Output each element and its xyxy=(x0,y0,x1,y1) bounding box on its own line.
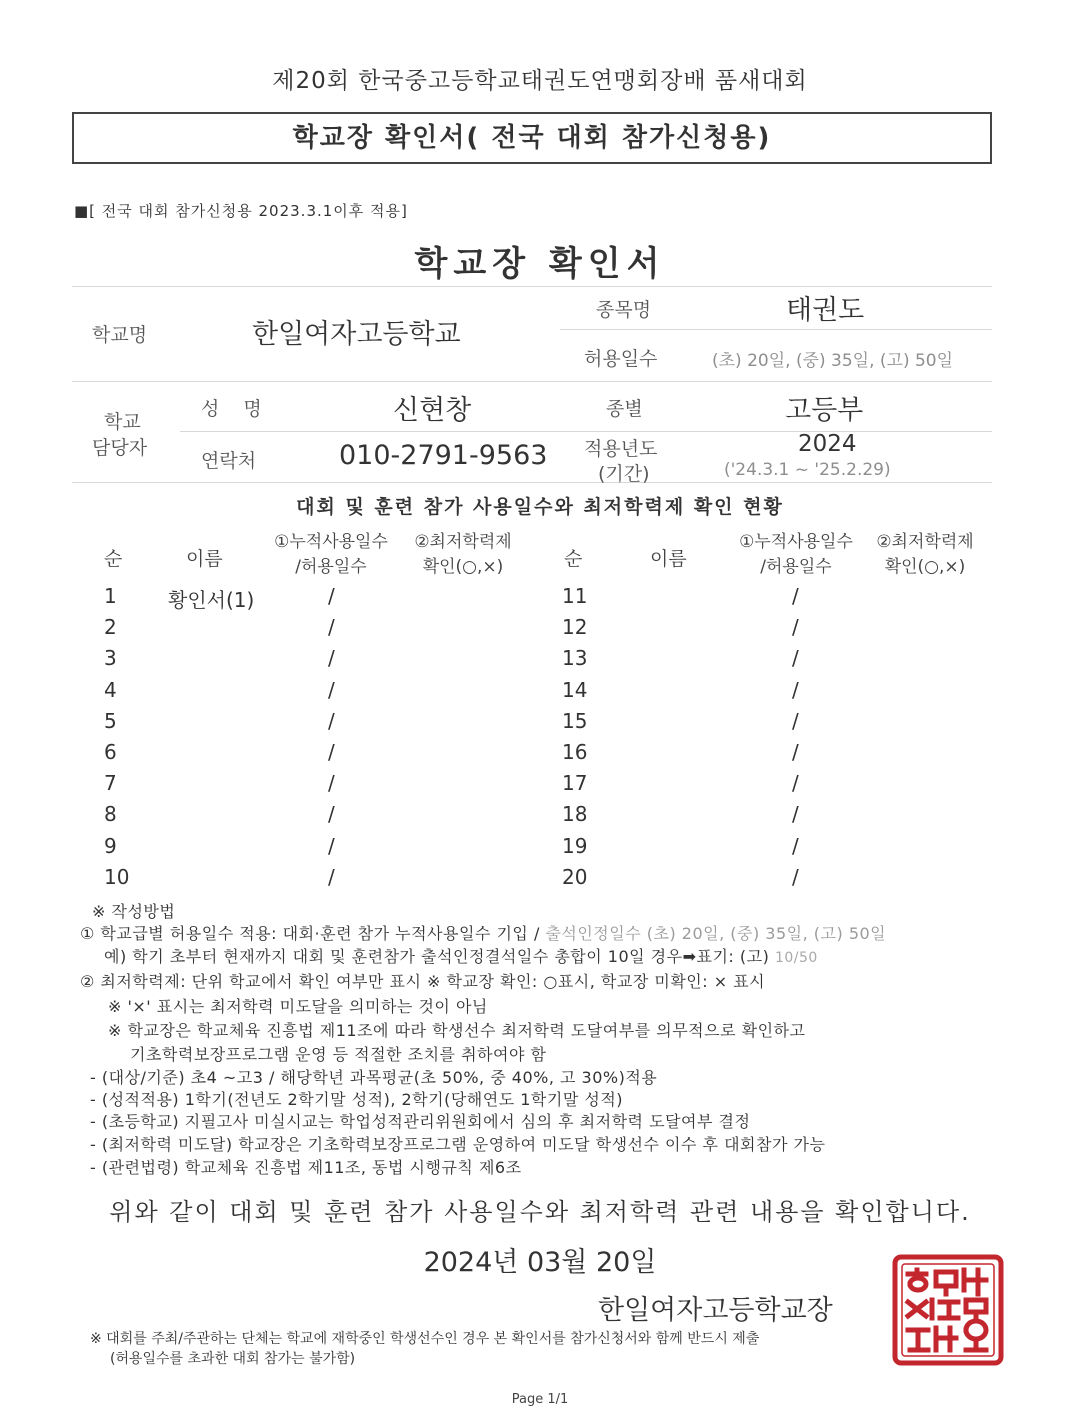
header-days-line2-right: /허용일수 xyxy=(760,557,832,577)
header-no: 순 xyxy=(104,548,123,570)
method-line: - (관련법령) 학교체육 진흥법 제11조, 동법 시행규칙 제6조 xyxy=(90,1158,522,1177)
row-number: 13 xyxy=(562,646,588,671)
row-number: 16 xyxy=(562,740,588,764)
method-line: - (최저학력 미도달) 학교장은 기초학력보장프로그램 운영하여 미도달 학생선수 이수 후 대회참가 가능 xyxy=(90,1135,826,1154)
name-label: 성 명 xyxy=(201,398,262,420)
method-example xyxy=(104,944,818,967)
header-no-right: 순 xyxy=(564,548,583,570)
method-heading: ※ 작성방법 xyxy=(92,902,176,921)
staff-name: 신현창 xyxy=(393,395,472,426)
principal-signature: 한일여자고등학교장 xyxy=(598,1295,833,1326)
school-name: 한일여자고등학교 xyxy=(252,319,461,350)
issue-date: 2024년 03월 20일 xyxy=(423,1247,657,1278)
division-label: 종별 xyxy=(606,398,643,420)
row-days-slash: / xyxy=(792,615,799,640)
contact-label: 연락처 xyxy=(201,450,257,472)
row-days-slash: / xyxy=(328,802,335,827)
header-days-line2: /허용일수 xyxy=(295,557,367,577)
contact-value: 010-2791-9563 xyxy=(339,440,548,471)
row-days-slash: / xyxy=(792,740,799,764)
header-check-right xyxy=(862,530,988,580)
period-label: (기간) xyxy=(598,463,650,485)
method-line: 기초학력보장프로그램 운영 등 적절한 조치를 취하여야 함 xyxy=(130,1045,547,1064)
row-number: 15 xyxy=(562,708,588,733)
confirmation-statement: 위와 같이 대회 및 훈련 참가 사용일수와 최저학력 관련 내용을 확인합니다. xyxy=(109,1198,971,1226)
header-days-line1-right: ①누적사용일수 xyxy=(739,532,853,552)
method-example-text: 예) 학기 초부터 현재까지 대회 및 훈련참가 출석인정결석일수 총합이 10일 경우➡표기: (고) xyxy=(104,947,770,966)
header-days-right xyxy=(733,530,859,580)
section-title: 대회 및 훈련 참가 사용일수와 최저학력제 확인 현황 xyxy=(296,496,784,518)
header-check-line1-right: ②최저학력제 xyxy=(876,532,974,552)
year-value: 2024 xyxy=(798,431,857,457)
row-days-slash: / xyxy=(328,771,335,796)
row-days-slash: / xyxy=(792,646,799,671)
row-days-slash: / xyxy=(328,864,335,889)
row-days-slash: / xyxy=(792,833,799,858)
school-label: 학교명 xyxy=(92,324,148,346)
division-value: 고등부 xyxy=(785,395,864,426)
row-days-slash: / xyxy=(328,615,335,640)
row-days-slash: / xyxy=(792,584,799,608)
method-example-value: 10/50 xyxy=(774,950,818,966)
staff-label: 학교 xyxy=(104,411,141,433)
event-title: 제20회 한국중고등학교태권도연맹회장배 품새대회 xyxy=(272,68,808,94)
row-days-slash: / xyxy=(792,677,799,702)
header-name-right: 이름 xyxy=(650,548,687,570)
allowed-days-value: (초) 20일, (중) 35일, (고) 50일 xyxy=(712,351,954,371)
row-number: 3 xyxy=(104,646,117,671)
divider xyxy=(72,286,992,287)
method-line-gray: 출석인정일수 (초) 20일, (중) 35일, (고) 50일 xyxy=(545,924,887,943)
row-days-slash: / xyxy=(328,708,335,733)
row-number: 8 xyxy=(104,802,117,827)
row-number: 1 xyxy=(104,584,117,608)
header-days xyxy=(268,530,394,580)
year-period: ('24.3.1 ~ '25.2.29) xyxy=(724,460,891,480)
row-days-slash: / xyxy=(328,740,335,764)
row-number: 19 xyxy=(562,833,588,858)
row-number: 14 xyxy=(562,677,588,702)
staff-label-2: 담당자 xyxy=(92,437,148,459)
header-check-line2: 확인(○,×) xyxy=(422,557,504,577)
row-number: 6 xyxy=(104,740,117,764)
header-days-line1: ①누적사용일수 xyxy=(274,532,388,552)
row-days-slash: / xyxy=(328,677,335,702)
header-check-line2-right: 확인(○,×) xyxy=(884,557,966,577)
footer-note-2: (허용일수를 초과한 대회 참가는 불가함) xyxy=(110,1351,356,1367)
method-line: - (대상/기준) 초4 ~고3 / 해당학년 과목평균(초 50%, 중 40%, 고 30%)적용 xyxy=(90,1068,658,1087)
row-number: 4 xyxy=(104,677,117,702)
row-number: 7 xyxy=(104,771,117,796)
application-note: ■[ 전국 대회 참가신청용 2023.3.1이후 적용] xyxy=(74,202,408,220)
method-line: - (초등학교) 지필고사 미실시교는 학업성적관리위원회에서 심의 후 최저학력 도달여부 결정 xyxy=(90,1112,751,1131)
divider xyxy=(180,431,992,432)
row-number: 12 xyxy=(562,615,588,640)
document-box-title: 학교장 확인서( 전국 대회 참가신청용) xyxy=(72,112,992,164)
school-seal-icon xyxy=(892,1254,1004,1366)
method-line: ※ 학교장은 학교체육 진흥법 제11조에 따라 학생선수 최저학력 도달여부를 의무적으로 확인하고 xyxy=(108,1021,806,1040)
row-days-slash: / xyxy=(792,802,799,827)
year-label: 적용년도 xyxy=(584,438,658,460)
row-number: 5 xyxy=(104,708,117,733)
row-number: 18 xyxy=(562,802,588,827)
row-number: 10 xyxy=(104,864,130,889)
header-check-line1: ②최저학력제 xyxy=(414,532,512,552)
header-check xyxy=(400,530,526,580)
method-line: - (성적적용) 1학기(전년도 2학기말 성적), 2학기(당해연도 1학기말 성적) xyxy=(90,1090,624,1109)
divider xyxy=(72,482,992,483)
page-number: Page 1/1 xyxy=(511,1392,569,1407)
row-number: 20 xyxy=(562,864,588,889)
method-line: ② 최저학력제: 단위 학교에서 확인 여부만 표시 ※ 학교장 확인: ○표시, 학교장 미확인: × 표시 xyxy=(80,972,766,991)
header-name: 이름 xyxy=(186,548,223,570)
method-line xyxy=(80,921,886,944)
row-days-slash: / xyxy=(328,584,335,608)
row-number: 2 xyxy=(104,615,117,640)
divider xyxy=(72,381,992,382)
method-line-text: ① 학교급별 허용일수 적용: 대회·훈련 참가 누적사용일수 기입 / xyxy=(80,924,540,943)
row-days-slash: / xyxy=(792,708,799,733)
row-name: 황인서(1) xyxy=(168,588,255,612)
footer-note: ※ 대회를 주최/주관하는 단체는 학교에 재학중인 학생선수인 경우 본 확인서를 참가신청서와 함께 반드시 제출 xyxy=(90,1331,760,1347)
row-days-slash: / xyxy=(792,771,799,796)
main-title: 학교장 확인서 xyxy=(414,244,666,284)
row-days-slash: / xyxy=(328,833,335,858)
divider xyxy=(560,329,992,330)
row-number: 17 xyxy=(562,771,588,796)
sport-label: 종목명 xyxy=(596,299,652,321)
row-days-slash: / xyxy=(328,646,335,671)
allowed-days-label: 허용일수 xyxy=(584,348,658,370)
row-days-slash: / xyxy=(792,864,799,889)
sport-value: 태권도 xyxy=(786,295,865,326)
method-line: ※ '×' 표시는 최저학력 미도달을 의미하는 것이 아님 xyxy=(108,997,488,1016)
row-number: 11 xyxy=(562,584,588,608)
row-number: 9 xyxy=(104,833,117,858)
